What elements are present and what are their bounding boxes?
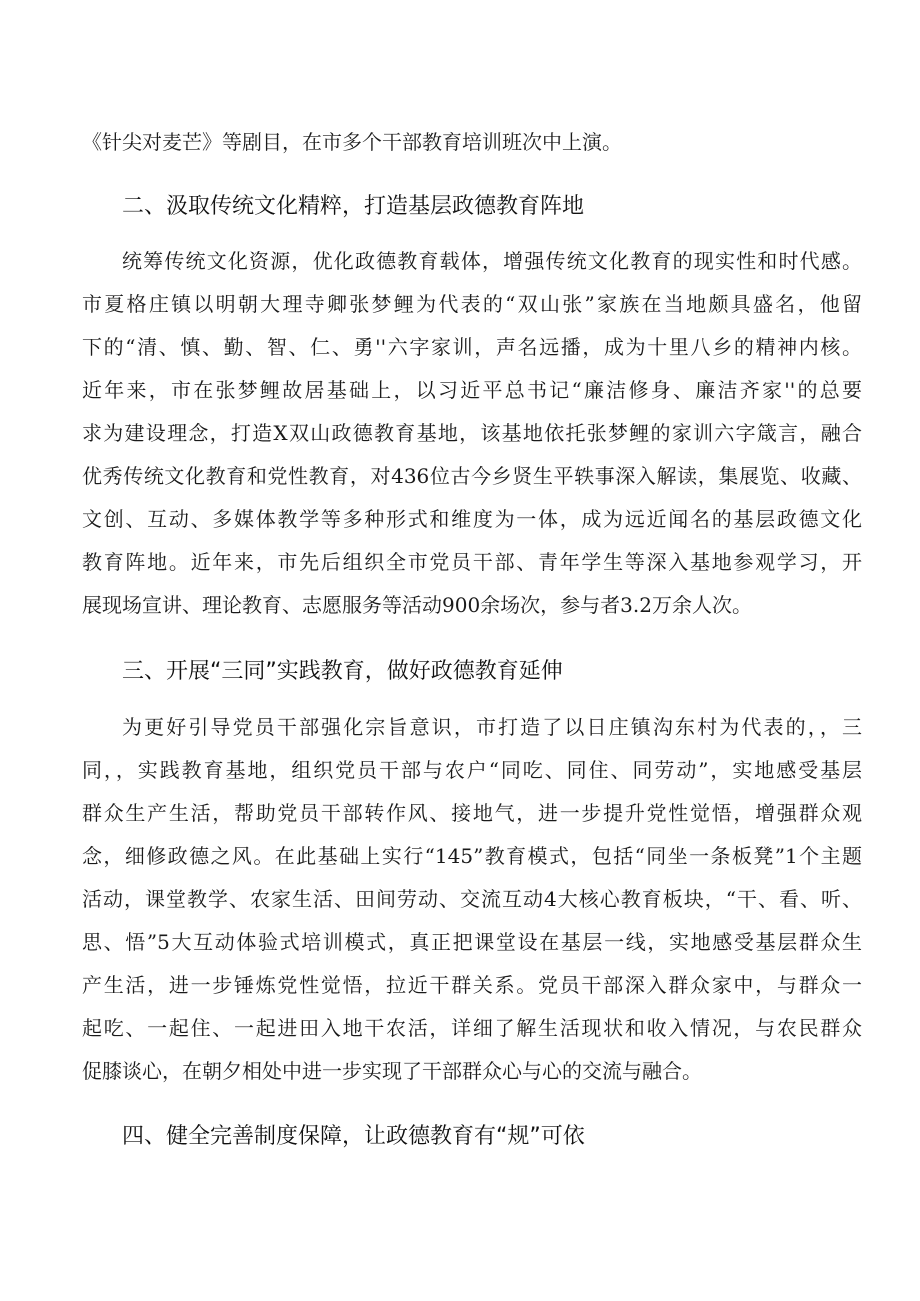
section4-heading: 四、健全完善制度保障，让政德教育有“规”可依: [122, 1124, 585, 1149]
section3-line: 产生活，进一步锤炼党性觉悟，拉近干群关系。党员干部深入群众家中，与群众一: [82, 973, 862, 997]
section2-line: 展现场宣讲、理论教育、志愿服务等活动900余场次，参与者3.2万余人次。: [82, 593, 752, 617]
section2-line: 近年来，市在张梦鲤故居基础上，以习近平总书记“廉洁修身、廉洁齐家''的总要: [82, 378, 862, 402]
section3-line: 活动，课堂教学、农家生活、田间劳动、交流互动4大核心教育板块，“干、看、听、: [82, 887, 862, 911]
section3-line: 起吃、一起住、一起进田入地干农活，详细了解生活现状和收入情况，与农民群众: [82, 1016, 862, 1040]
section2-line: 市夏格庄镇以明朝大理寺卿张梦鲤为代表的“双山张”家族在当地颇具盛名，他留: [82, 292, 862, 316]
section2-line: 统筹传统文化资源，优化政德教育载体，增强传统文化教育的现实性和时代感。: [122, 249, 862, 273]
section3-line: 群众生产生活，帮助党员干部转作风、接地气，进一步提升党性觉悟，增强群众观: [82, 801, 862, 825]
section3-heading: 三、开展“三同”实践教育，做好政德教育延伸: [122, 659, 563, 684]
intro-tail-line: 《针尖对麦芒》等剧目，在市多个干部教育培训班次中上演。: [82, 130, 622, 154]
section2-heading: 二、汲取传统文化精粹，打造基层政德教育阵地: [122, 194, 585, 219]
section2-line: 下的“清、慎、勤、智、仁、勇''六字家训，声名远播，成为十里八乡的精神内核。: [82, 335, 862, 359]
section3-line: 同，，实践教育基地，组织党员干部与农户“同吃、同住、同劳动”，实地感受基层: [82, 758, 862, 782]
section3-line: 念，细修政德之风。在此基础上实行“145”教育模式，包括“同坐一条板凳”1个主题: [82, 844, 862, 868]
section2-line: 优秀传统文化教育和党性教育，对436位古今乡贤生平轶事深入解读，集展览、收藏、: [82, 464, 862, 488]
section3-line: 思、悟”5大互动体验式培训模式，真正把课堂设在基层一线，实地感受基层群众生: [82, 930, 862, 954]
section2-line: 求为建设理念，打造X双山政德教育基地，该基地依托张梦鲤的家训六字箴言，融合: [82, 421, 862, 445]
section2-line: 文创、互动、多媒体教学等多种形式和维度为一体，成为远近闻名的基层政德文化: [82, 507, 862, 531]
section2-line: 教育阵地。近年来，市先后组织全市党员干部、青年学生等深入基地参观学习，开: [82, 550, 862, 574]
section3-line: 促膝谈心，在朝夕相处中进一步实现了干部群众心与心的交流与融合。: [82, 1059, 702, 1083]
section3-line: 为更好引导党员干部强化宗旨意识，市打造了以日庄镇沟东村为代表的，，三: [122, 715, 862, 739]
